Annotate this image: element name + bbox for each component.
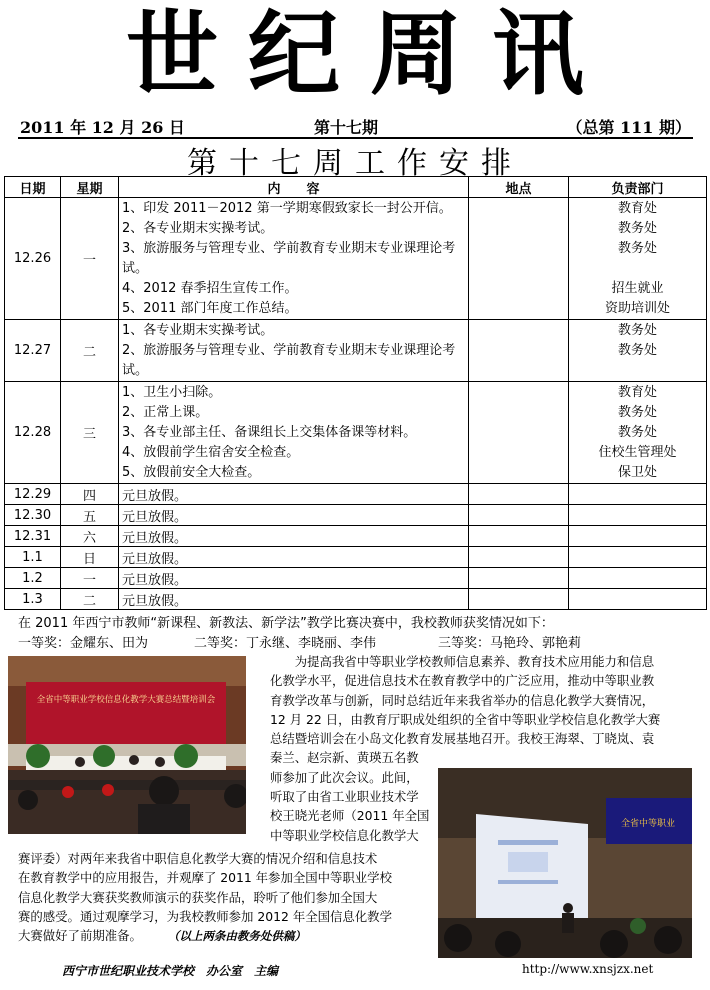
dept-item: 教务处 <box>617 221 657 236</box>
article-line: 化教学水平，促进信息技术在教育教学中的广泛应用，推动中等职业教 <box>270 673 655 689</box>
task-item: 5、2011 部门年度工作总结。 <box>122 301 298 316</box>
row-date: 12.30 <box>5 505 61 526</box>
task-item: 5、放假前安全大检查。 <box>122 465 261 480</box>
row-weekday: 二 <box>61 320 119 382</box>
article-line: 校王晓光老师（2011 年全国 <box>270 808 430 824</box>
article-line-text: 大赛做好了前期准备。 <box>18 928 142 944</box>
awards-intro: 在 2011 年西宁市教师“新课程、新教法、新学法”教学比赛决赛中，我校教师获奖情况如下： <box>18 616 554 631</box>
table-row <box>5 382 707 484</box>
task-item: 1、印发 2011－2012 第一学期寒假致家长一封公开信。 <box>122 201 452 216</box>
article-line: 信息化教学大赛获奖教师演示的获奖作品，聆听了他们参加全国大 <box>18 889 378 905</box>
footer-url[interactable]: http://www.xnsjzx.net <box>522 962 654 976</box>
article-line: 在教育教学中的应用报告，并观摩了 2011 年参加全国中等职业学校 <box>18 870 392 886</box>
row-date: 1.3 <box>5 589 61 610</box>
article-line: 总结暨培训会在小岛文化教育发展基地召开。我校王海翠、丁晓岚、袁 <box>270 731 655 747</box>
row-place <box>469 198 569 320</box>
row-depts <box>569 589 707 610</box>
dept-item: 保卫处 <box>617 465 657 480</box>
footer-editor: 西宁市世纪职业技术学校 办公室 主编 <box>62 964 279 978</box>
task-item: 3、旅游服务与管理专业、学前教育专业期末专业课理论考试。 <box>122 241 456 276</box>
header-content: 内 容 <box>119 177 469 198</box>
masthead-char: 纪 <box>247 0 340 108</box>
header-date: 日期 <box>5 177 61 198</box>
row-weekday: 五 <box>61 505 119 526</box>
issue-number: 第十七期 <box>314 118 379 137</box>
masthead-char: 世 <box>125 0 218 108</box>
table-row <box>5 320 707 382</box>
row-date: 12.28 <box>5 382 61 484</box>
masthead-title <box>0 0 710 108</box>
article-line: 为提高我省中等职业学校教师信息素养、教育技术应用能力和信息 <box>270 654 655 669</box>
dept-blank <box>572 259 703 279</box>
row-weekday: 一 <box>61 198 119 320</box>
row-weekday: 一 <box>61 568 119 589</box>
article-lower <box>18 849 432 946</box>
awards-list <box>18 634 708 654</box>
task-item: 元旦放假。 <box>119 589 469 610</box>
article-line: 赛的感受。通过观摩学习，为我校教师参加 2012 年全国信息化教学 <box>18 908 392 924</box>
table-row <box>5 589 707 610</box>
photo-banner-text: 全省中等职业 <box>620 819 676 829</box>
dept-item: 教育处 <box>617 201 657 216</box>
row-depts <box>569 505 707 526</box>
row-weekday: 日 <box>61 547 119 568</box>
source-note: （以上两条由教务处供稿） <box>167 929 306 944</box>
article-line: 育教学改革与创新，同时总结近年来我省举办的信息化教学大赛情况， <box>270 692 655 708</box>
article-line: 秦兰、赵宗新、黄瑛五名教 <box>270 750 419 766</box>
dept-item: 教务处 <box>617 425 657 440</box>
row-place <box>469 526 569 547</box>
row-place <box>469 382 569 484</box>
row-weekday: 三 <box>61 382 119 484</box>
row-place <box>469 320 569 382</box>
photo-banner-text: 全省中等职业学校信息化教学大赛总结暨培训会 <box>36 695 216 705</box>
row-weekday: 六 <box>61 526 119 547</box>
header-weekday: 星期 <box>61 177 119 198</box>
row-weekday: 四 <box>61 484 119 505</box>
row-items <box>119 198 469 320</box>
dept-item: 教务处 <box>617 323 657 338</box>
award-first: 一等奖：金耀东、田为 <box>18 636 149 651</box>
article-line: 听取了由省工业职业技术学 <box>270 789 419 805</box>
article-line: 赛评委）对两年来我省中职信息化教学大赛的情况介绍和信息技术 <box>18 851 378 866</box>
row-date: 1.1 <box>5 547 61 568</box>
row-place <box>469 505 569 526</box>
award-third: 三等奖：马艳玲、郭艳莉 <box>438 636 582 651</box>
task-item: 元旦放假。 <box>119 547 469 568</box>
dept-item: 资助培训处 <box>604 301 670 316</box>
schedule-title: 第十七周工作安排 <box>187 146 523 181</box>
article-line: 中等职业学校信息化教学大 <box>270 827 419 843</box>
header-dept: 负责部门 <box>569 177 707 198</box>
masthead-char: 周 <box>370 0 463 108</box>
row-place <box>469 568 569 589</box>
task-item: 元旦放假。 <box>119 526 469 547</box>
task-item: 元旦放假。 <box>119 505 469 526</box>
row-date: 12.26 <box>5 198 61 320</box>
awards-section <box>18 614 708 654</box>
row-depts <box>569 568 707 589</box>
table-row <box>5 547 707 568</box>
article-line: 师参加了此次会议。此间， <box>270 769 419 785</box>
dept-item: 住校生管理处 <box>598 445 677 460</box>
row-items <box>119 382 469 484</box>
row-place <box>469 547 569 568</box>
row-date: 12.31 <box>5 526 61 547</box>
task-item: 3、各专业部主任、备课组长上交集体备课等材料。 <box>122 425 417 440</box>
issue-date: 2011 年 12 月 26 日 <box>20 118 185 137</box>
row-date: 1.2 <box>5 568 61 589</box>
row-depts <box>569 547 707 568</box>
dept-item: 教务处 <box>617 405 657 420</box>
task-item: 1、各专业期末实操考试。 <box>122 323 274 338</box>
header-place: 地点 <box>469 177 569 198</box>
task-item: 元旦放假。 <box>119 568 469 589</box>
article-upper <box>270 652 694 845</box>
table-row <box>5 505 707 526</box>
issue-line <box>18 115 693 139</box>
issue-total: （总第 111 期） <box>566 118 691 137</box>
row-items <box>119 320 469 382</box>
task-item: 4、2012 春季招生宣传工作。 <box>122 281 298 296</box>
row-weekday: 二 <box>61 589 119 610</box>
dept-item: 教务处 <box>617 241 657 256</box>
dept-item: 招生就业 <box>611 281 664 296</box>
task-item: 2、正常上课。 <box>122 405 209 420</box>
row-depts <box>569 382 707 484</box>
table-row <box>5 526 707 547</box>
dept-item: 教务处 <box>617 343 657 358</box>
table-row <box>5 484 707 505</box>
table-row <box>5 568 707 589</box>
dept-item: 教育处 <box>617 385 657 400</box>
row-place <box>469 589 569 610</box>
row-date: 12.27 <box>5 320 61 382</box>
article-line: 12 月 22 日，由教育厅职成处组织的全省中等职业学校信息化教学大赛 <box>270 711 661 727</box>
schedule-table <box>4 176 707 610</box>
row-depts <box>569 198 707 320</box>
row-depts <box>569 320 707 382</box>
article-line <box>18 926 432 946</box>
page-footer <box>0 962 710 982</box>
task-item: 1、卫生小扫除。 <box>122 385 222 400</box>
task-item: 元旦放假。 <box>119 484 469 505</box>
row-date: 12.29 <box>5 484 61 505</box>
table-header-row <box>5 177 707 198</box>
row-depts <box>569 526 707 547</box>
award-second: 二等奖：丁永继、李晓丽、李伟 <box>194 636 377 651</box>
table-row <box>5 198 707 320</box>
row-depts <box>569 484 707 505</box>
task-item: 2、各专业期末实操考试。 <box>122 221 274 236</box>
row-place <box>469 484 569 505</box>
conference-photo <box>8 656 246 834</box>
task-item: 4、放假前学生宿舍安全检查。 <box>122 445 300 460</box>
task-item: 2、旅游服务与管理专业、学前教育专业期末专业课理论考试。 <box>122 343 456 378</box>
masthead-char: 讯 <box>492 0 585 108</box>
